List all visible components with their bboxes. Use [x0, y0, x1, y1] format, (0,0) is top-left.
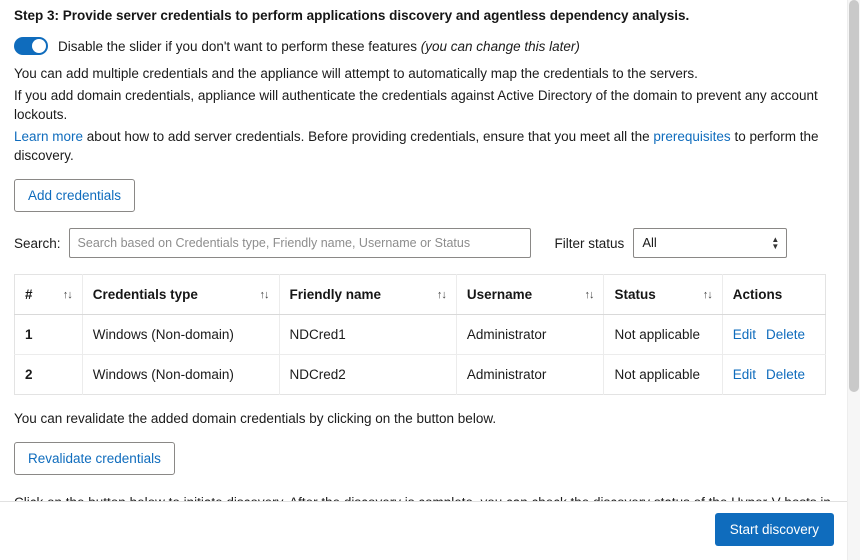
bottom-action-bar [0, 501, 848, 560]
description-line-3-mid: about how to add server credentials. Before providing credentials, ensure that you meet all the [83, 129, 654, 144]
toggle-label-text: Disable the slider if you don't want to perform these features [58, 38, 421, 54]
column-header-index [15, 275, 83, 315]
page-title: Step 3: Provide server credentials to perform applications discovery and agentless dependency analysis. [14, 8, 690, 23]
column-header-friendly-name-label: Friendly name [289, 287, 382, 302]
filter-status-label: Filter status [554, 235, 625, 251]
search-filter-row [14, 228, 834, 258]
column-header-status [604, 275, 722, 315]
column-header-credentials-type [82, 275, 279, 315]
description-line-1: You can add multiple credentials and the appliance will attempt to automatically map the credentials to the servers. [14, 66, 698, 81]
sort-icon[interactable]: ↑↓ [62, 288, 72, 301]
description-line-2: If you add domain credentials, appliance will authenticate the credentials against Active Directory of the domain to prevent any account lockouts. [14, 88, 818, 122]
sort-icon[interactable]: ↑↓ [584, 288, 594, 301]
column-header-index-label: # [25, 287, 33, 302]
cell-index: 2 [15, 355, 83, 395]
cell-friendly-name: NDCred1 [279, 315, 456, 355]
cell-credentials-type: Windows (Non-domain) [82, 315, 279, 355]
search-input[interactable] [69, 228, 531, 258]
description-line-3 [14, 127, 834, 165]
filter-status-select[interactable]: All [633, 228, 787, 258]
revalidate-credentials-button[interactable]: Revalidate credentials [14, 442, 175, 475]
column-header-actions [722, 275, 825, 315]
column-header-username [456, 275, 604, 315]
table-body [15, 315, 826, 395]
sort-icon[interactable]: ↑↓ [702, 288, 712, 301]
cell-actions [722, 315, 825, 355]
prerequisites-link[interactable]: prerequisites [653, 129, 731, 144]
cell-friendly-name: NDCred2 [279, 355, 456, 395]
cell-status: Not applicable [604, 315, 722, 355]
column-header-friendly-name [279, 275, 456, 315]
feature-toggle[interactable] [14, 37, 48, 55]
scrollbar-thumb[interactable] [849, 0, 859, 392]
column-header-actions-label: Actions [732, 287, 783, 302]
search-label: Search: [14, 235, 61, 251]
table-head [15, 275, 826, 315]
scrollbar-track[interactable] [847, 0, 860, 560]
table-row [15, 355, 826, 395]
toggle-knob [32, 39, 46, 53]
delete-link[interactable]: Delete [765, 367, 805, 382]
cell-credentials-type: Windows (Non-domain) [82, 355, 279, 395]
toggle-label-italic: (you can change this later) [420, 38, 580, 54]
cell-username: Administrator [456, 315, 604, 355]
column-header-username-label: Username [466, 287, 533, 302]
column-header-status-label: Status [614, 287, 656, 302]
delete-link[interactable]: Delete [765, 327, 805, 342]
credentials-table [14, 274, 826, 395]
learn-more-link-credentials[interactable]: Learn more [14, 129, 84, 144]
table-row [15, 315, 826, 355]
cell-actions [722, 355, 825, 395]
edit-link[interactable]: Edit [732, 327, 756, 342]
column-header-credentials-type-label: Credentials type [92, 287, 198, 302]
edit-link[interactable]: Edit [732, 367, 756, 382]
cell-index: 1 [15, 315, 83, 355]
chevron-updown-icon: ▲ ▼ [771, 235, 780, 251]
table-header-row [15, 275, 826, 315]
filter-status-select-wrap [633, 228, 787, 258]
revalidate-note: You can revalidate the added domain credentials by clicking on the button below. [14, 411, 497, 426]
cell-username: Administrator [456, 355, 604, 395]
feature-toggle-label [58, 39, 580, 54]
sort-icon[interactable]: ↑↓ [436, 288, 446, 301]
feature-toggle-row [14, 37, 834, 55]
start-discovery-button[interactable]: Start discovery [715, 513, 834, 546]
description-line-3-end: to perform the discovery. [14, 129, 819, 163]
sort-icon[interactable]: ↑↓ [259, 288, 269, 301]
add-credentials-button[interactable]: Add credentials [14, 179, 135, 212]
cell-status: Not applicable [604, 355, 722, 395]
